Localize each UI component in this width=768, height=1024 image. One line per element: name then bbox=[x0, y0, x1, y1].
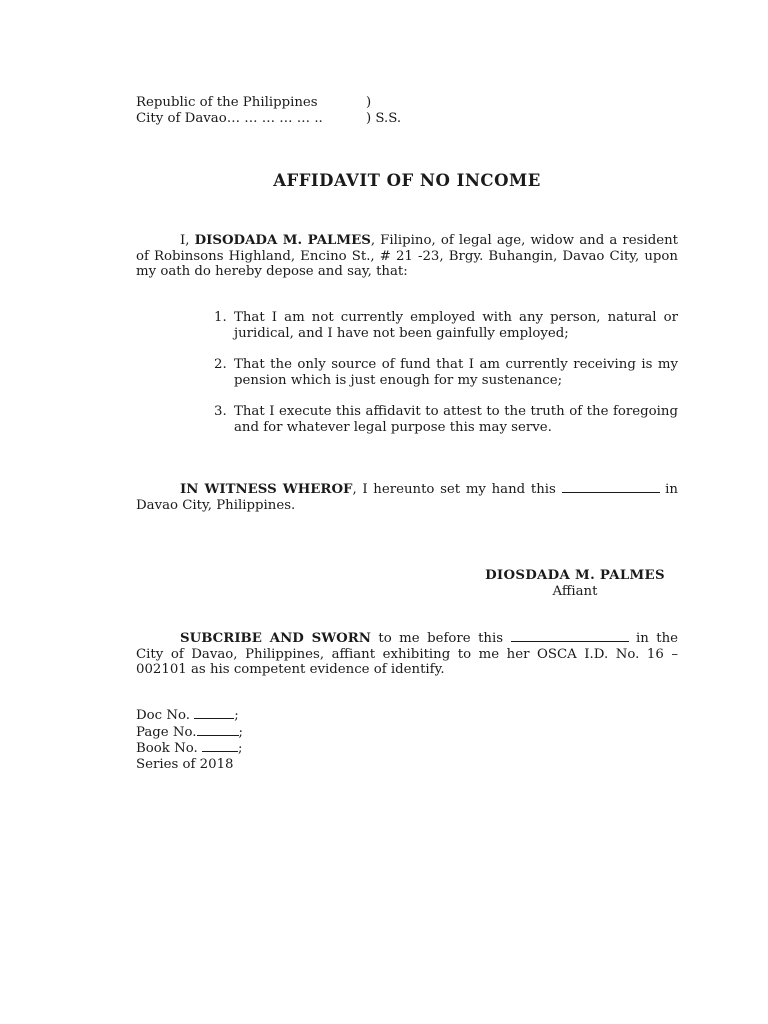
intro-paragraph bbox=[136, 233, 678, 280]
venue-block bbox=[136, 95, 402, 126]
list-item-text: That I execute this affidavit to attest to the truth of the foregoing and for whatever legal purpose this may serve. bbox=[234, 404, 678, 435]
venue-city: City of Davao… … … … … .. bbox=[136, 110, 323, 126]
jurat-text2: in the City of Davao, Philippines, affiant exhibiting to me her OSCA I.D. No. 16 – 002101 as his competent evidence of identify. bbox=[136, 631, 678, 677]
doc-no-suffix: ; bbox=[234, 708, 239, 723]
affiant-role: Affiant bbox=[552, 583, 598, 599]
doc-no-row bbox=[136, 707, 243, 724]
book-no-row bbox=[136, 740, 243, 757]
intro-text: , Filipino, of legal age, widow and a resident of Robinsons Highland, Encino St., # 21 -23, Brgy. Buhangin, Davao City, upon my oath do hereby depose and say, that: bbox=[136, 233, 678, 279]
book-no-label: Book No. bbox=[136, 741, 202, 756]
venue-city-row bbox=[136, 110, 402, 127]
venue-country: Republic of the Philippines bbox=[136, 95, 318, 110]
witness-text: , I hereunto set my hand this bbox=[352, 482, 562, 497]
book-no-suffix: ; bbox=[237, 741, 243, 756]
list-item bbox=[214, 357, 678, 388]
list-item-text: That the only source of fund that I am currently receiving is my pension which is just enough for my sustenance; bbox=[234, 357, 678, 388]
page-no-suffix: ; bbox=[238, 724, 244, 740]
list-item bbox=[214, 310, 678, 341]
document-title: AFFIDAVIT OF NO INCOME bbox=[273, 171, 541, 190]
witness-after: in Davao City, Philippines. bbox=[136, 482, 678, 513]
venue-country-row bbox=[136, 95, 372, 111]
list-item-number: 3. bbox=[214, 404, 227, 419]
notarial-register bbox=[136, 707, 243, 772]
list-item-number: 2. bbox=[214, 357, 227, 372]
deposition-list bbox=[214, 310, 678, 451]
affiant-name-intro: DISODADA M. PALMES bbox=[194, 233, 371, 248]
page-no-row bbox=[136, 724, 243, 741]
series-row: Series of 2018 bbox=[136, 756, 234, 772]
venue-city-bracket: ) S.S. bbox=[366, 110, 402, 126]
list-item-text: That I am not currently employed with any person, natural or juridical, and I have not been gainfully employed; bbox=[234, 310, 678, 341]
affiant-name: DIOSDADA M. PALMES bbox=[485, 568, 665, 583]
doc-no-blank bbox=[194, 707, 234, 719]
list-item bbox=[214, 404, 678, 435]
jurat-paragraph bbox=[136, 630, 678, 678]
page-no-blank bbox=[197, 724, 239, 736]
list-item-number: 1. bbox=[214, 310, 227, 325]
witness-paragraph bbox=[136, 481, 678, 513]
signature-block bbox=[440, 568, 710, 599]
witness-heading: IN WITNESS WHEROF bbox=[180, 482, 353, 497]
date-blank bbox=[562, 481, 660, 493]
venue-country-bracket: ) bbox=[366, 95, 372, 110]
jurat-text1: to me before this bbox=[370, 631, 511, 646]
intro-lead: I, bbox=[180, 233, 195, 248]
doc-no-label: Doc No. bbox=[136, 708, 195, 723]
jurat-heading: SUBCRIBE AND SWORN bbox=[180, 631, 371, 646]
jurat-date-blank bbox=[511, 630, 629, 642]
book-no-blank bbox=[202, 740, 238, 752]
page-no-label: Page No. bbox=[136, 724, 197, 740]
